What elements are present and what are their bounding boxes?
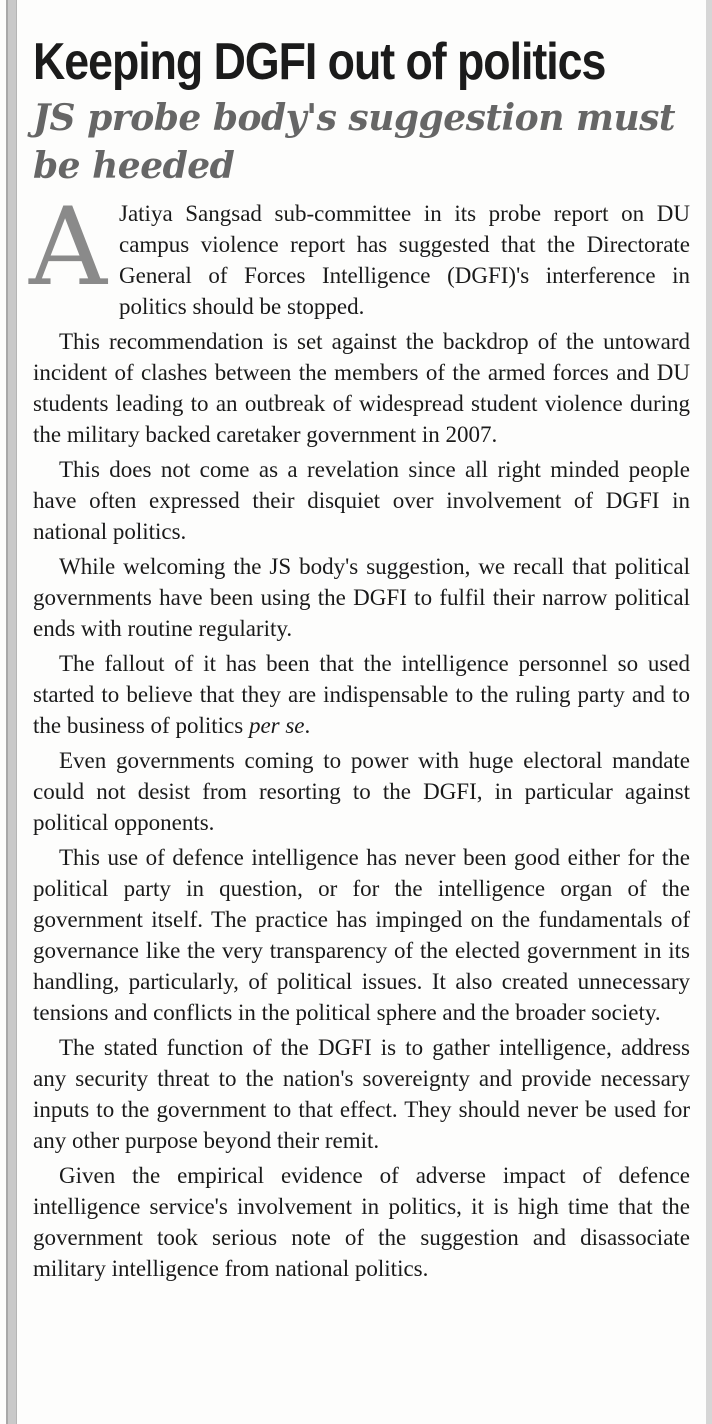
paragraph-3: This does not come as a revelation since all right minded people have often expressed their disquiet over involvement of DGFI in national politics.: [33, 457, 690, 544]
paragraph-5: [33, 648, 690, 741]
paragraph-7: This use of defence intelligence has never been good either for the political party in question, or for the intelligence organ of the government itself. The practice has impinged on the fundamentals of governance like the very transparency of the elected government in its handling, particularly, of political issues. It also created unnecessary tensions and conflicts in the political sphere and the broader society.: [33, 845, 690, 1025]
headline: Keeping DGFI out of politics: [33, 33, 606, 91]
paragraph-8: The stated function of the DGFI is to gather intelligence, address any security threat to the nation's sovereignty and provide necessary inputs to the government to that effect. They should never be used for any other purpose beyond their remit.: [33, 1035, 690, 1153]
paragraph-5-italic: per se: [248, 713, 305, 738]
article-body: [29, 185, 690, 1284]
paragraph-1-text: Jatiya Sangsad sub-committee in its probe report on DU campus violence report has suggested that the Directorate General of Forces Intelligence (DGFI)'s interference in politics should be stopped.: [119, 201, 690, 319]
editorial-article: [29, 30, 690, 1288]
right-border-rule: [706, 0, 712, 1424]
paragraph-5-text: The fallout of it has been that the intelligence personnel so used started to believe that they are indispensable to the ruling party and to the business of politics: [33, 651, 690, 738]
paragraph-9: Given the empirical evidence of adverse impact of defence intelligence service's involvement in politics, it is high time that the government took serious note of the suggestion and disassociate military intelligence from national politics.: [33, 1163, 690, 1281]
paragraph-4: While welcoming the JS body's suggestion, we recall that political governments have been using the DGFI to fulfil their narrow political ends with routine regularity.: [33, 554, 690, 641]
paragraph-1: [29, 185, 690, 322]
left-border-rule: [6, 0, 17, 1424]
subheadline: JS probe body's suggestion must be heeded: [33, 97, 676, 187]
drop-cap: A: [29, 185, 107, 310]
paragraph-5-end: .: [304, 713, 311, 738]
paragraph-2: This recommendation is set against the backdrop of the untoward incident of clashes between the members of the armed forces and DU students leading to an outbreak of widespread student violence during the military backed caretaker government in 2007.: [33, 329, 690, 447]
paragraph-6: Even governments coming to power with huge electoral mandate could not desist from resorting to the DGFI, in particular against political opponents.: [33, 748, 690, 835]
